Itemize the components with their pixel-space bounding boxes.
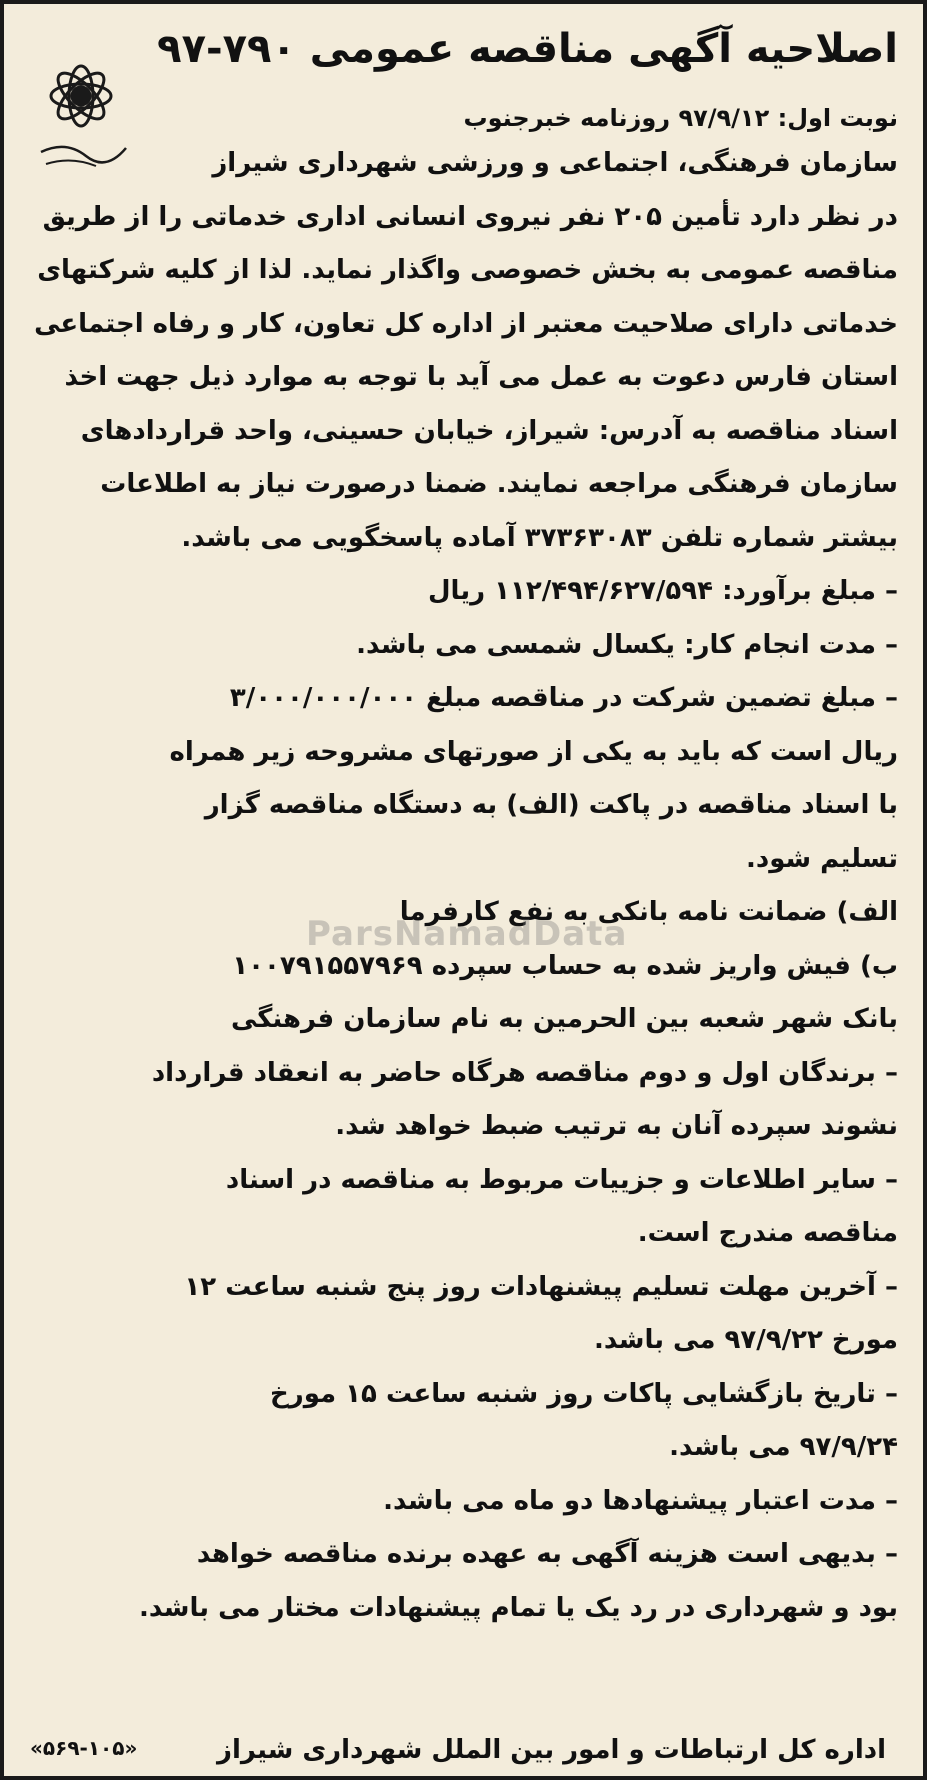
body-line: اسناد مناقصه به آدرس: شیراز، خیابان حسینی، واحد قراردادهای [80, 415, 898, 446]
notice-page [26, 14, 906, 1774]
body-line: بود و شهرداری در رد یک یا تمام پیشنهادات مختار می باشد. [139, 1592, 898, 1623]
body-line: – آخرین مهلت تسلیم پیشنهادات روز پنج شنبه ساعت ۱۲ [184, 1271, 898, 1302]
notice-title: اصلاحیه آگهی مناقصه عمومی ۷۹۰-۹۷ [157, 26, 898, 72]
watermark: ParsNamadData [306, 914, 628, 954]
body-line: نشوند سپرده آنان به ترتیب ضبط خواهد شد. [335, 1111, 898, 1141]
body-line: – مدت اعتبار پیشنهادها دو ماه می باشد. [383, 1485, 898, 1516]
body-line: – بدیهی است هزینه آگهی به عهده برنده مناقصه خواهد [196, 1539, 898, 1569]
body-line: بیشتر شماره تلفن ۳۷۳۶۳۰۸۳ آماده پاسخگویی می باشد. [181, 522, 898, 553]
body-line: خدماتی دارای صلاحیت معتبر از اداره کل تعاون، کار و رفاه اجتماعی [34, 308, 898, 339]
body-line: مناقصه مندرج است. [637, 1218, 898, 1248]
body-line: استان فارس دعوت به عمل می آید با توجه به موارد ذیل جهت اخذ [64, 362, 898, 392]
body-line: تسلیم شود. [746, 843, 898, 874]
body-line: ۹۷/۹/۲۴ می باشد. [669, 1432, 898, 1462]
body-line: مناقصه عمومی به بخش خصوصی واگذار نماید. لذا از کلیه شرکتهای [37, 255, 898, 285]
body-line: – مبلغ تضمین شرکت در مناقصه مبلغ ۳/۰۰۰/۰۰۰/۰۰۰ [229, 683, 898, 713]
body-line: – برندگان اول و دوم مناقصه هرگاه حاضر به انعقاد قرارداد [151, 1057, 898, 1088]
body-line: – مبلغ برآورد: ۱۱۲/۴۹۴/۶۲۷/۵۹۴ ریال [428, 576, 898, 606]
body-line: الف) ضمانت نامه بانکی به نفع کارفرما [399, 897, 898, 927]
body-line: در نظر دارد تأمین ۲۰۵ نفر نیروی انسانی اداری خدماتی را از طریق [42, 201, 898, 232]
body-line: – سایر اطلاعات و جزییات مربوط به مناقصه در اسناد [225, 1164, 898, 1195]
body-line: بانک شهر شعبه بین الحرمین به نام سازمان فرهنگی [230, 1004, 898, 1034]
body-line: ریال است که باید به یکی از صورتهای مشروحه زیر همراه [169, 736, 898, 767]
reference-number: «۵۶۹-۱۰۵» [30, 1736, 138, 1760]
signature: اداره کل ارتباطات و امور بین الملل شهرداری شیراز [217, 1735, 886, 1765]
publication-line: نوبت اول: ۹۷/۹/۱۲ روزنامه خبرجنوب [463, 104, 898, 132]
body-line: سازمان فرهنگی، اجتماعی و ورزشی شهرداری شیراز [212, 148, 898, 178]
body-line: با اسناد مناقصه در پاکت (الف) به دستگاه مناقصه گزار [204, 790, 898, 820]
body-line: ب) فیش واریز شده به حساب سپرده ۱۰۰۷۹۱۵۵۷۹۶۹ [232, 950, 898, 981]
body-line: – مدت انجام کار: یکسال شمسی می باشد. [356, 629, 898, 660]
body-line: مورخ ۹۷/۹/۲۲ می باشد. [594, 1325, 898, 1355]
body-line: سازمان فرهنگی مراجعه نمایند. ضمنا درصورت نیاز به اطلاعات [100, 469, 898, 499]
body-line: – تاریخ بازگشایی پاکات روز شنبه ساعت ۱۵ مورخ [270, 1378, 898, 1409]
shiraz-municipality-logo-icon [26, 44, 136, 174]
